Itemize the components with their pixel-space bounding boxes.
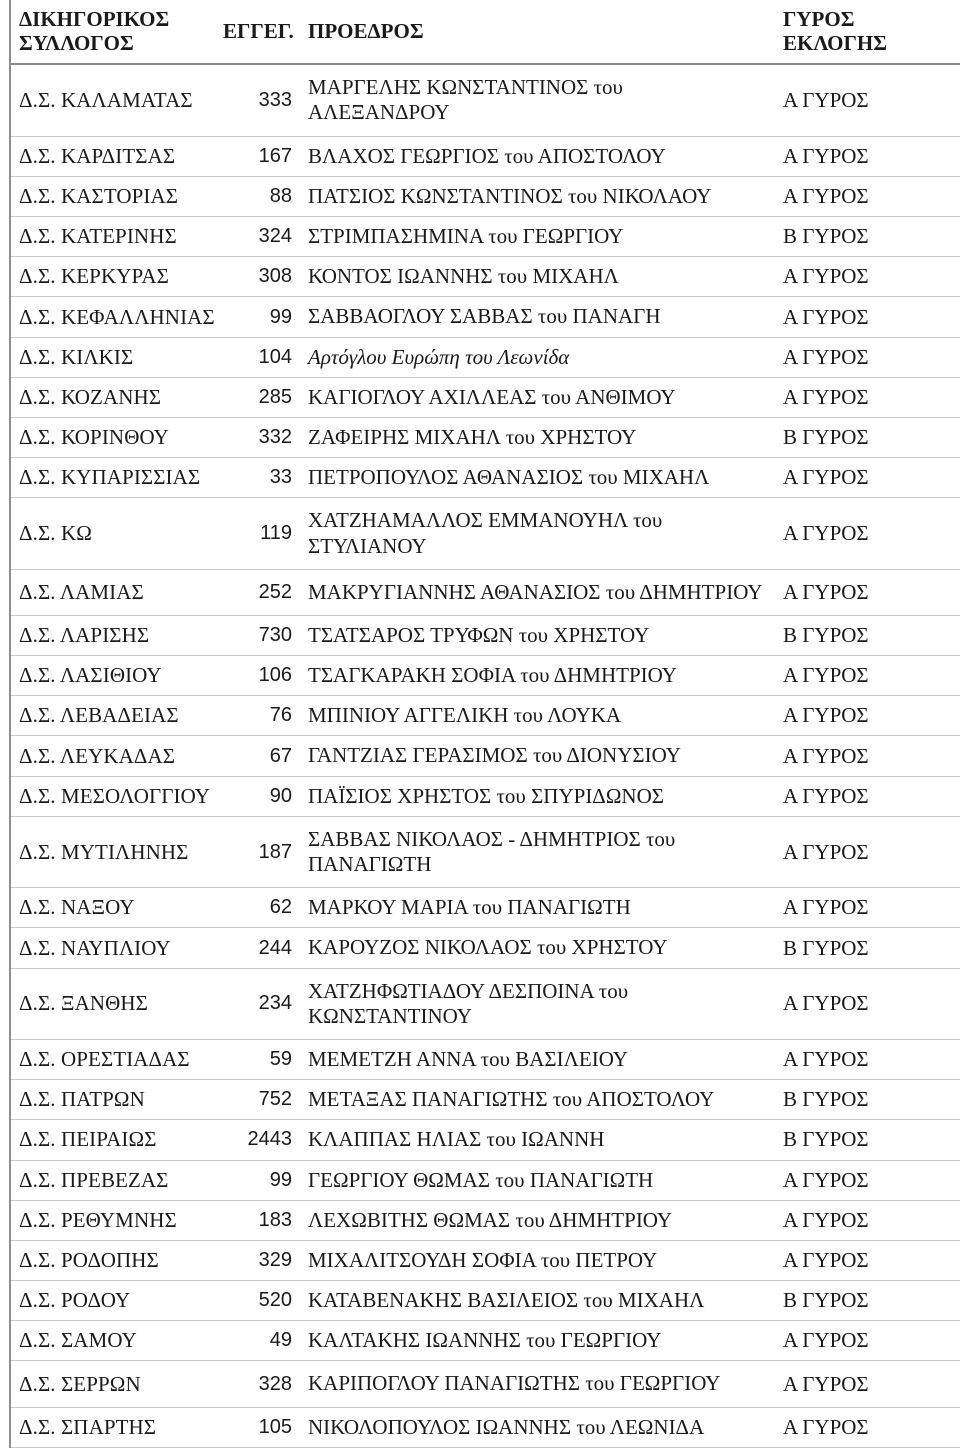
cell-president: ΖΑΦΕΙΡΗΣ ΜΙΧΑΗΛ του ΧΡΗΣΤΟΥ [300,417,775,457]
column-header-registered: ΕΓΓΕΓ. [215,1,300,65]
cell-association: Δ.Σ. ΚΙΛΚΙΣ [10,337,215,377]
cell-round: Β ΓΥΡΟΣ [775,928,960,968]
table-row [0,736,960,776]
cell-president: ΚΑΡΙΠΟΓΛΟΥ ΠΑΝΑΓΙΩΤΗΣ του ΓΕΩΡΓΙΟΥ [300,1361,775,1407]
header-row [0,1,960,65]
cell-registered: 329 [215,1240,300,1280]
cell-president: ΓΕΩΡΓΙΟΥ ΘΩΜΑΣ του ΠΑΝΑΓΙΩΤΗ [300,1160,775,1200]
cell-registered: 244 [215,928,300,968]
cell-round: Α ΓΥΡΟΣ [775,136,960,176]
cell-association: Δ.Σ. ΚΟΖΑΝΗΣ [10,377,215,417]
cell-round: Β ΓΥΡΟΣ [775,217,960,257]
cell-president: ΚΑΛΤΑΚΗΣ ΙΩΑΝΝΗΣ του ΓΕΩΡΓΙΟΥ [300,1321,775,1361]
cell-round: Α ΓΥΡΟΣ [775,297,960,337]
cell-round: Α ΓΥΡΟΣ [775,888,960,928]
cell-registered: 62 [215,888,300,928]
cell-association: Δ.Σ. ΣΕΡΡΩΝ [10,1361,215,1407]
left-rule [0,888,10,928]
table-row [0,1407,960,1447]
cell-association: Δ.Σ. ΡΟΔΟΥ [10,1281,215,1321]
cell-president: ΚΑΤΑΒΕΝΑΚΗΣ ΒΑΣΙΛΕΙΟΣ του ΜΙΧΑΗΛ [300,1281,775,1321]
left-rule [0,64,10,136]
cell-registered: 119 [215,498,300,569]
cell-registered: 285 [215,377,300,417]
table-row [0,816,960,887]
cell-president: ΠΑΪΣΙΟΣ ΧΡΗΣΤΟΣ του ΣΠΥΡΙΔΩΝΟΣ [300,776,775,816]
cell-president: ΣΑΒΒΑΟΓΛΟΥ ΣΑΒΒΑΣ του ΠΑΝΑΓΗ [300,297,775,337]
cell-association: Δ.Σ. ΡΕΘΥΜΝΗΣ [10,1200,215,1240]
cell-registered: 328 [215,1361,300,1407]
column-header-round: ΓΥΡΟΣ ΕΚΛΟΓΗΣ [775,1,960,65]
cell-association: Δ.Σ. ΠΡΕΒΕΖΑΣ [10,1160,215,1200]
left-rule [0,1120,10,1160]
table-row [0,417,960,457]
cell-president: ΜΑΚΡΥΓΙΑΝΝΗΣ ΑΘΑΝΑΣΙΟΣ του ΔΗΜΗΤΡΙΟΥ [300,569,775,615]
cell-round: Α ΓΥΡΟΣ [775,64,960,136]
cell-association: Δ.Σ. ΚΕΦΑΛΛΗΝΙΑΣ [10,297,215,337]
cell-president: ΜΑΡΓΕΛΗΣ ΚΩΝΣΤΑΝΤΙΝΟΣ του ΑΛΕΞΑΝΔΡΟΥ [300,64,775,136]
left-rule [0,816,10,887]
cell-registered: 99 [215,297,300,337]
table-row [0,569,960,615]
table-row [0,1160,960,1200]
cell-association: Δ.Σ. ΣΠΑΡΤΗΣ [10,1407,215,1447]
left-rule [0,968,10,1039]
cell-president: ΠΑΤΣΙΟΣ ΚΩΝΣΤΑΝΤΙΝΟΣ του ΝΙΚΟΛΑΟΥ [300,176,775,216]
cell-registered: 187 [215,816,300,887]
cell-association: Δ.Σ. ΚΑΡΔΙΤΣΑΣ [10,136,215,176]
left-rule [0,377,10,417]
cell-registered: 324 [215,217,300,257]
cell-president: ΤΣΑΤΣΑΡΟΣ ΤΡΥΦΩΝ του ΧΡΗΣΤΟΥ [300,615,775,655]
cell-president: ΚΑΓΙΟΓΛΟΥ ΑΧΙΛΛΕΑΣ του ΑΝΘΙΜΟΥ [300,377,775,417]
cell-association: Δ.Σ. ΝΑΥΠΛΙΟΥ [10,928,215,968]
left-rule [0,1240,10,1280]
cell-registered: 332 [215,417,300,457]
left-rule [0,696,10,736]
cell-president: ΣΤΡΙΜΠΑΣΗΜΙΝΑ του ΓΕΩΡΓΙΟΥ [300,217,775,257]
table-row [0,1281,960,1321]
table-row [0,696,960,736]
cell-round: Α ΓΥΡΟΣ [775,377,960,417]
table-row [0,136,960,176]
cell-president: ΧΑΤΖΗΦΩΤΙΑΔΟΥ ΔΕΣΠΟΙΝΑ του ΚΩΝΣΤΑΝΤΙΝΟΥ [300,968,775,1039]
left-rule [0,1407,10,1447]
cell-registered: 183 [215,1200,300,1240]
table-row [0,1321,960,1361]
cell-president: ΜΙΧΑΛΙΤΣΟΥΔΗ ΣΟΦΙΑ του ΠΕΤΡΟΥ [300,1240,775,1280]
cell-round: Α ΓΥΡΟΣ [775,1407,960,1447]
left-rule [0,1039,10,1079]
left-rule [0,337,10,377]
table-body [0,64,960,1447]
cell-round: Α ΓΥΡΟΣ [775,569,960,615]
cell-registered: 104 [215,337,300,377]
left-rule [0,569,10,615]
cell-association: Δ.Σ. ΜΥΤΙΛΗΝΗΣ [10,816,215,887]
table-row [0,928,960,968]
cell-president: ΜΕΤΑΞΑΣ ΠΑΝΑΓΙΩΤΗΣ του ΑΠΟΣΤΟΛΟΥ [300,1080,775,1120]
left-rule [0,136,10,176]
cell-round: Β ΓΥΡΟΣ [775,615,960,655]
cell-association: Δ.Σ. ΠΕΙΡΑΙΩΣ [10,1120,215,1160]
cell-association: Δ.Σ. ΛΑΡΙΣΗΣ [10,615,215,655]
cell-registered: 33 [215,458,300,498]
cell-round: Α ΓΥΡΟΣ [775,498,960,569]
cell-round: Α ΓΥΡΟΣ [775,656,960,696]
left-rule [0,1200,10,1240]
cell-registered: 2443 [215,1120,300,1160]
cell-registered: 67 [215,736,300,776]
cell-association: Δ.Σ. ΚΑΛΑΜΑΤΑΣ [10,64,215,136]
cell-round: Α ΓΥΡΟΣ [775,776,960,816]
cell-round: Α ΓΥΡΟΣ [775,458,960,498]
cell-association: Δ.Σ. ΛΑΜΙΑΣ [10,569,215,615]
cell-president: ΚΑΡΟΥΖΟΣ ΝΙΚΟΛΑΟΣ του ΧΡΗΣΤΟΥ [300,928,775,968]
cell-registered: 99 [215,1160,300,1200]
table-row [0,297,960,337]
table-row [0,377,960,417]
cell-registered: 730 [215,615,300,655]
table-row [0,1120,960,1160]
cell-round: Α ΓΥΡΟΣ [775,1240,960,1280]
cell-president: ΜΕΜΕΤΖΗ ΑΝΝΑ του ΒΑΣΙΛΕΙΟΥ [300,1039,775,1079]
left-rule [0,776,10,816]
cell-round: Β ΓΥΡΟΣ [775,1080,960,1120]
cell-round: Α ΓΥΡΟΣ [775,257,960,297]
column-header-association: ΔΙΚΗΓΟΡΙΚΟΣ ΣΥΛΛΟΓΟΣ [10,1,215,65]
cell-registered: 106 [215,656,300,696]
cell-association: Δ.Σ. ΣΑΜΟΥ [10,1321,215,1361]
cell-association: Δ.Σ. ΡΟΔΟΠΗΣ [10,1240,215,1280]
cell-round: Α ΓΥΡΟΣ [775,1200,960,1240]
left-rule [0,498,10,569]
table-row [0,776,960,816]
table-row [0,1080,960,1120]
cell-association: Δ.Σ. ΞΑΝΘΗΣ [10,968,215,1039]
cell-registered: 520 [215,1281,300,1321]
table-row [0,1361,960,1407]
cell-registered: 76 [215,696,300,736]
cell-registered: 88 [215,176,300,216]
cell-president: ΝΙΚΟΛΟΠΟΥΛΟΣ ΙΩΑΝΝΗΣ του ΛΕΩΝΙΔΑ [300,1407,775,1447]
cell-association: Δ.Σ. ΜΕΣΟΛΟΓΓΙΟΥ [10,776,215,816]
cell-association: Δ.Σ. ΟΡΕΣΤΙΑΔΑΣ [10,1039,215,1079]
cell-round: Α ΓΥΡΟΣ [775,1361,960,1407]
left-rule [0,458,10,498]
cell-president: ΜΑΡΚΟΥ ΜΑΡΙΑ του ΠΑΝΑΓΙΩΤΗ [300,888,775,928]
left-rule [0,1281,10,1321]
left-rule [0,1361,10,1407]
left-rule [0,615,10,655]
table-row [0,64,960,136]
left-rule [0,1080,10,1120]
cell-round: Α ΓΥΡΟΣ [775,1321,960,1361]
cell-association: Δ.Σ. ΚΕΡΚΥΡΑΣ [10,257,215,297]
cell-registered: 49 [215,1321,300,1361]
cell-round: Α ΓΥΡΟΣ [775,696,960,736]
cell-registered: 752 [215,1080,300,1120]
left-rule [0,1,10,65]
left-rule [0,176,10,216]
cell-president: ΚΟΝΤΟΣ ΙΩΑΝΝΗΣ του ΜΙΧΑΗΛ [300,257,775,297]
table-header [0,1,960,65]
cell-association: Δ.Σ. ΝΑΞΟΥ [10,888,215,928]
left-rule [0,928,10,968]
cell-association: Δ.Σ. ΚΑΣΤΟΡΙΑΣ [10,176,215,216]
cell-association: Δ.Σ. ΛΑΣΙΘΙΟΥ [10,656,215,696]
cell-association: Δ.Σ. ΚΟΡΙΝΘΟΥ [10,417,215,457]
left-rule [0,297,10,337]
cell-president: ΚΛΑΠΠΑΣ ΗΛΙΑΣ του ΙΩΑΝΝΗ [300,1120,775,1160]
table-row [0,337,960,377]
cell-registered: 234 [215,968,300,1039]
cell-round: Α ΓΥΡΟΣ [775,968,960,1039]
column-header-president: ΠΡΟΕΔΡΟΣ [300,1,775,65]
cell-round: Α ΓΥΡΟΣ [775,337,960,377]
table-row [0,176,960,216]
cell-association: Δ.Σ. ΛΕΥΚΑΔΑΣ [10,736,215,776]
cell-round: Α ΓΥΡΟΣ [775,176,960,216]
left-rule [0,656,10,696]
table-row [0,1039,960,1079]
cell-round: Α ΓΥΡΟΣ [775,1160,960,1200]
table-row [0,458,960,498]
left-rule [0,1160,10,1200]
cell-association: Δ.Σ. ΚΥΠΑΡΙΣΣΙΑΣ [10,458,215,498]
cell-registered: 105 [215,1407,300,1447]
cell-association: Δ.Σ. ΚΩ [10,498,215,569]
table-row [0,968,960,1039]
table-row [0,888,960,928]
cell-round: Β ΓΥΡΟΣ [775,1281,960,1321]
cell-association: Δ.Σ. ΚΑΤΕΡΙΝΗΣ [10,217,215,257]
cell-round: Α ΓΥΡΟΣ [775,1039,960,1079]
cell-president: ΠΕΤΡΟΠΟΥΛΟΣ ΑΘΑΝΑΣΙΟΣ του ΜΙΧΑΗΛ [300,458,775,498]
cell-round: Α ΓΥΡΟΣ [775,816,960,887]
cell-round: Α ΓΥΡΟΣ [775,736,960,776]
cell-president: ΓΑΝΤΖΙΑΣ ΓΕΡΑΣΙΜΟΣ του ΔΙΟΝΥΣΙΟΥ [300,736,775,776]
left-rule [0,257,10,297]
cell-registered: 333 [215,64,300,136]
cell-registered: 59 [215,1039,300,1079]
table-row [0,1240,960,1280]
table-row [0,1200,960,1240]
cell-president: ΜΠΙΝΙΟΥ ΑΓΓΕΛΙΚΗ του ΛΟΥΚΑ [300,696,775,736]
table-row [0,498,960,569]
left-rule [0,1321,10,1361]
cell-registered: 90 [215,776,300,816]
cell-president: ΤΣΑΓΚΑΡΑΚΗ ΣΟΦΙΑ του ΔΗΜΗΤΡΙΟΥ [300,656,775,696]
table-row [0,615,960,655]
cell-round: Β ΓΥΡΟΣ [775,417,960,457]
cell-registered: 167 [215,136,300,176]
cell-association: Δ.Σ. ΛΕΒΑΔΕΙΑΣ [10,696,215,736]
left-rule [0,217,10,257]
cell-president: ΛΕΧΩΒΙΤΗΣ ΘΩΜΑΣ του ΔΗΜΗΤΡΙΟΥ [300,1200,775,1240]
left-rule [0,417,10,457]
cell-registered: 308 [215,257,300,297]
cell-president: ΧΑΤΖΗΑΜΑΛΛΟΣ ΕΜΜΑΝΟΥΗΛ του ΣΤΥΛΙΑΝΟΥ [300,498,775,569]
table-row [0,217,960,257]
table-row [0,257,960,297]
cell-registered: 252 [215,569,300,615]
cell-round: Β ΓΥΡΟΣ [775,1120,960,1160]
left-rule [0,736,10,776]
table-row [0,656,960,696]
cell-association: Δ.Σ. ΠΑΤΡΩΝ [10,1080,215,1120]
cell-president: ΒΛΑΧΟΣ ΓΕΩΡΓΙΟΣ του ΑΠΟΣΤΟΛΟΥ [300,136,775,176]
cell-president: Αρτόγλου Ευρώπη του Λεωνίδα [300,337,775,377]
cell-president: ΣΑΒΒΑΣ ΝΙΚΟΛΑΟΣ - ΔΗΜΗΤΡΙΟΣ του ΠΑΝΑΓΙΩΤΗ [300,816,775,887]
